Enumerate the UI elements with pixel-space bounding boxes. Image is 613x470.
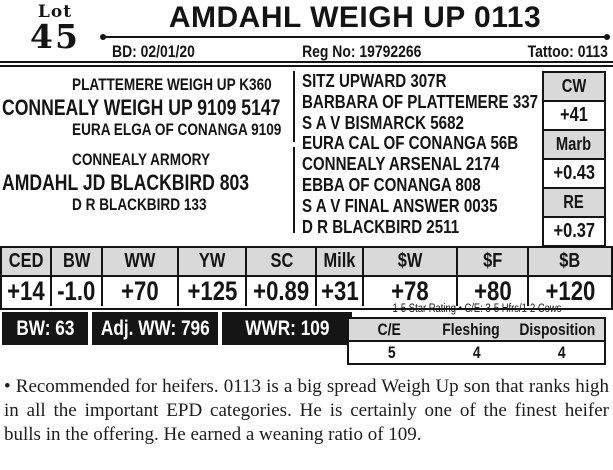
carcass-epd-label: Marb <box>542 129 606 160</box>
epd-col-header: YW <box>179 248 247 275</box>
ancestor-name: EURA ELGA OF CONANGA 9109 <box>72 120 282 139</box>
carcass-epd-value: +0.37 <box>542 216 606 247</box>
star-rating-value: 4 <box>557 342 566 362</box>
ancestor-name: CONNEALY ARSENAL 2174 <box>302 154 500 175</box>
lot-badge <box>16 2 94 56</box>
birth-date: BD: 02/01/20 <box>112 41 195 61</box>
sire-name-text: CONNEALY WEIGH UP 9109 5147 <box>2 95 281 120</box>
sale-comments: • Recommended for heifers. 0113 is a big spread Weigh Up son that ranks high in all the important EPD categories. He is certainly one of the finest heifer bulls in the offering. He earned a weaning ratio of 109. <box>4 376 609 445</box>
epd-col-header: CED <box>2 248 52 275</box>
star-rating-value: 5 <box>387 342 396 362</box>
sire-group <box>0 75 292 140</box>
star-rating-col-header: Disposition <box>519 319 596 339</box>
star-rating-col-header: Fleshing <box>442 319 500 339</box>
epd-value: +14 <box>2 277 52 306</box>
star-rating-col-header: C/E <box>377 319 402 339</box>
epd-col-header: $F <box>458 248 530 275</box>
star-rating-value: 4 <box>472 342 481 362</box>
carcass-epd-column <box>542 71 606 247</box>
star-rating-header-row <box>349 319 604 342</box>
pedigree-ancestors <box>302 71 583 237</box>
carcass-epd-label: CW <box>542 71 606 102</box>
epd-col-header: WW <box>103 248 179 275</box>
lot-number: 45 <box>30 17 80 56</box>
ancestor-name: SITZ UPWARD 307R <box>302 71 447 91</box>
star-rating-table <box>347 317 606 365</box>
header-block <box>100 0 610 62</box>
pedigree-section <box>0 67 613 246</box>
ancestor-name: S A V FINAL ANSWER 0035 <box>302 195 498 216</box>
sire-name <box>0 95 292 120</box>
epd-col-header: $B <box>559 250 581 272</box>
ancestor-name: D R BLACKBIRD 133 <box>72 195 207 214</box>
tattoo-number: Tattoo: 0113 <box>527 41 608 61</box>
epd-col-header: SC <box>247 248 317 275</box>
epd-header-row <box>2 248 611 277</box>
weaning-weight-ratio-bar: WWR: 109 <box>222 312 352 345</box>
registration-number: Reg No: 19792266 <box>301 41 422 61</box>
adjusted-weaning-weight-bar: Adj. WW: 796 <box>92 312 218 345</box>
epd-value-row <box>2 277 611 306</box>
epd-value: +120 <box>545 276 596 306</box>
epd-table <box>0 246 613 310</box>
star-rating-block <box>347 303 606 365</box>
bull-name-title: AMDAHL WEIGH UP 0113 <box>168 1 542 34</box>
ancestor-name: EBBA OF CONANGA 808 <box>302 174 481 195</box>
carcass-epd-value: +0.43 <box>542 158 606 189</box>
star-rating-value-row <box>349 342 604 363</box>
birth-weight-bar: BW: 63 <box>2 312 88 345</box>
epd-col-header: $W <box>364 248 457 275</box>
pedigree-divider-bottom <box>293 147 295 233</box>
pedigree-parents <box>0 75 292 215</box>
epd-value: +70 <box>103 277 179 306</box>
epd-col-header: BW <box>52 248 103 275</box>
sire-granddam <box>0 120 292 140</box>
epd-value: +0.89 <box>247 277 317 306</box>
epd-col-header: Milk <box>317 248 364 275</box>
title-underline <box>102 36 608 38</box>
dam-grandsire <box>0 150 292 170</box>
dam-group <box>0 150 292 215</box>
carcass-epd-value: +41 <box>542 100 606 131</box>
dam-name <box>0 170 292 195</box>
lot-label: Lot <box>37 2 73 22</box>
ancestor-name: D R BLACKBIRD 2511 <box>302 216 460 237</box>
epd-value: +31 <box>317 277 364 306</box>
ancestor-name: BARBARA OF PLATTEMERE 337 <box>302 91 539 112</box>
ancestor-name: EURA CAL OF CONANGA 56B <box>302 133 519 154</box>
star-rating-caption: 1-5 Star Rating • C/E: 3-5 Hfrs/1-2 Cows <box>392 303 561 315</box>
dam-name-text: AMDAHL JD BLACKBIRD 803 <box>2 170 250 195</box>
ancestor-name: CONNEALY ARMORY <box>72 150 211 169</box>
dam-granddam <box>0 195 292 215</box>
id-row <box>100 38 610 62</box>
ancestor-name: PLATTEMERE WEIGH UP K360 <box>72 75 272 94</box>
epd-value: -1.0 <box>52 277 103 306</box>
ancestor-name: S A V BISMARCK 5682 <box>302 112 464 133</box>
epd-value: +78 <box>364 277 457 306</box>
pedigree-divider-top <box>293 71 295 142</box>
sire-grandsire <box>0 75 292 95</box>
carcass-epd-label: RE <box>542 187 606 218</box>
epd-value: +80 <box>458 277 530 306</box>
epd-value: +125 <box>179 277 247 306</box>
